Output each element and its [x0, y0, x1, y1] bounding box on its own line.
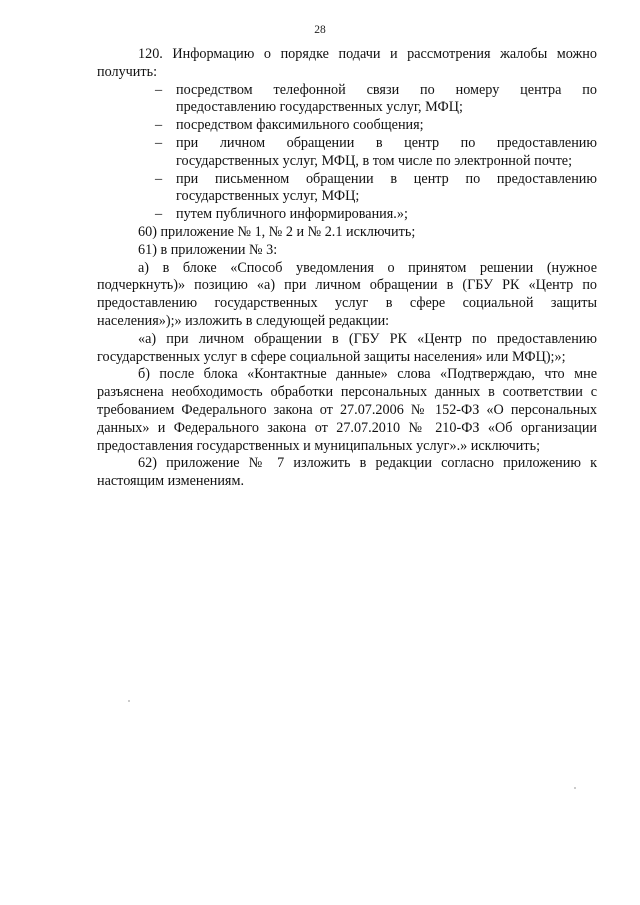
list-item: – посредством факсимильного сообщения;	[155, 117, 424, 134]
item-61a-line4: населения»);» изложить в следующей редакции:	[97, 312, 390, 329]
list-item: – путем публичного информирования.»;	[155, 206, 408, 223]
item-61a-line1: а) в блоке «Способ уведомления о принятом решении (нужное	[138, 259, 597, 276]
item-61a-line2: подчеркнуть)» позицию «а) при личном обращении в (ГБУ РК «Центр по	[97, 277, 597, 294]
dash-marker: –	[155, 134, 163, 151]
scan-speck	[128, 700, 130, 702]
list-item: – при личном обращении в центр по предоставлению государственных услуг, МФЦ, в том числе по электронной почте;	[155, 134, 597, 169]
item-61a-line3: предоставлению государственных услуг в сфере социальной защиты	[97, 295, 597, 312]
quote-line2: государственных услуг в сфере социальной защиты населения» или МФЦ);»;	[97, 348, 566, 365]
dash-marker: –	[155, 81, 163, 98]
item-60: 60) приложение № 1, № 2 и № 2.1 исключить;	[138, 223, 416, 240]
item-61b-line5: предоставления государственных и муниципальных услуг».» исключить;	[97, 437, 541, 454]
dash-marker: –	[155, 117, 163, 134]
list-item: – при письменном обращении в центр по предоставлению государственных услуг, МФЦ;	[155, 170, 597, 205]
item-61b-line1: б) после блока «Контактные данные» слова «Подтверждаю, что мне	[138, 366, 597, 383]
item-62-line2: настоящим изменениям.	[97, 473, 244, 490]
page-number: 28	[314, 24, 326, 36]
dash-marker: –	[155, 206, 163, 223]
item-61: 61) в приложении № 3:	[138, 241, 278, 258]
item-61b-line3: требованием Федерального закона от 27.07.2006 № 152-ФЗ «О персональных	[97, 401, 597, 418]
dash-marker: –	[155, 170, 163, 187]
item-62-line1: 62) приложение № 7 изложить в редакции согласно приложению к	[138, 455, 597, 472]
paragraph-120-line2: получить:	[97, 63, 158, 80]
scan-speck	[574, 787, 576, 789]
list-item: – посредством телефонной связи по номеру центра по предоставлению государственных услуг, МФЦ;	[155, 81, 597, 116]
paragraph-120-line1: 120. Информацию о порядке подачи и рассмотрения жалобы можно	[138, 46, 597, 62]
document-body	[97, 46, 597, 491]
item-61b-line4: данных» и Федерального закона от 27.07.2010 № 210-ФЗ «Об организации	[97, 419, 597, 436]
quote-line1: «а) при личном обращении в (ГБУ РК «Центр по предоставлению	[138, 330, 597, 347]
item-61b-line2: разъяснена необходимость обработки персональных данных в соответствии с	[97, 384, 597, 401]
